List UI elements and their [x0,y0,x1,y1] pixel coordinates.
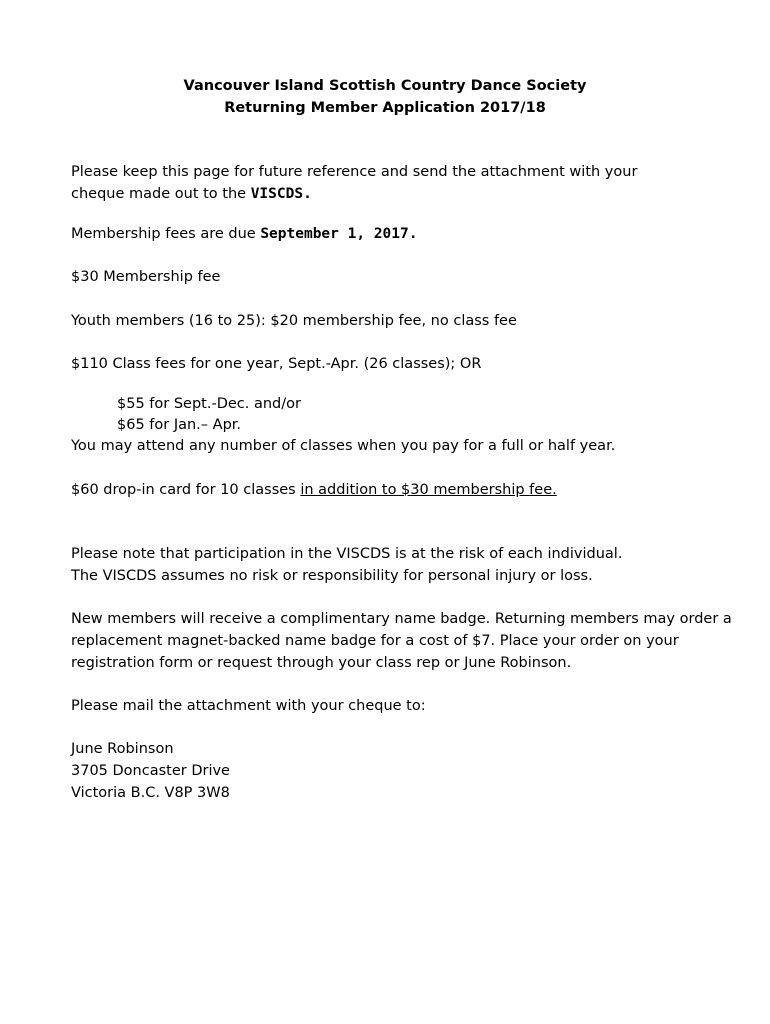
risk-line-2: The VISCDS assumes no risk or responsibility for personal injury or loss. [71,568,593,584]
membership-fee: $30 Membership fee [71,269,221,285]
class-fee-winter: $65 for Jan.– Apr. [117,417,242,433]
attend-note: You may attend any number of classes when you pay for a full or half year. [71,438,616,454]
due-date-text: Membership fees are due [71,226,261,242]
dropin-fee [71,479,557,501]
risk-line-1: Please note that participation in the VISCDS is at the risk of each individual. [71,546,623,562]
badge-line-2: replacement magnet-backed name badge for a cost of $7. Place your order on your [71,633,679,649]
intro-line-2 [71,183,312,205]
intro-line-1: Please keep this page for future reference and send the attachment with your [71,164,638,180]
mail-instruction: Please mail the attachment with your cheque to: [71,698,426,714]
intro-line-2-text: cheque made out to the [71,186,251,202]
class-fee-fall: $55 for Sept.-Dec. and/or [117,396,301,412]
address-city: Victoria B.C. V8P 3W8 [71,785,230,801]
address-name: June Robinson [71,741,174,757]
address-street: 3705 Doncaster Drive [71,763,230,779]
class-fee-full: $110 Class fees for one year, Sept.-Apr. (26 classes); OR [71,356,482,372]
youth-fee: Youth members (16 to 25): $20 membership fee, no class fee [71,313,517,329]
dropin-fee-text: $60 drop-in card for 10 classes [71,482,301,498]
due-date: September 1, 2017. [260,226,418,242]
badge-line-1: New members will receive a complimentary name badge. Returning members may order a [71,611,732,627]
due-date-line [71,223,417,245]
badge-line-3: registration form or request through your class rep or June Robinson. [71,655,572,671]
dropin-fee-condition: in addition to $30 membership fee. [300,482,557,498]
document-title: Vancouver Island Scottish Country Dance Society [183,78,587,94]
payee-name: VISCDS. [250,186,312,202]
document-subtitle: Returning Member Application 2017/18 [224,100,546,116]
